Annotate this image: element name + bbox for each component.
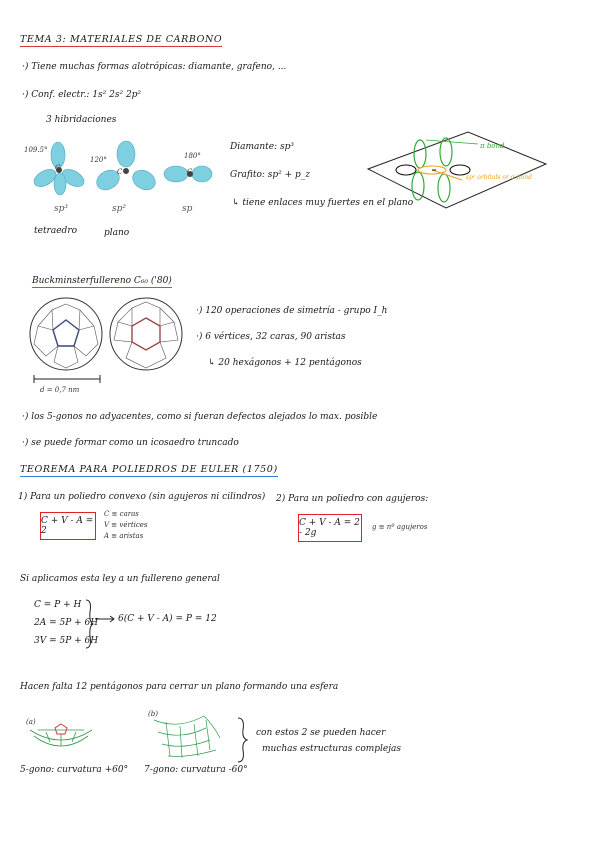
curvature-heptagon: 7-gono: curvatura -60° [144, 765, 248, 775]
euler-legend-vertices: V ≡ vértices [104, 521, 148, 529]
system-result: 6(C + V - A) = P = 12 [118, 614, 217, 624]
heptagon-saddle-figure [148, 712, 224, 760]
orbital-sp3-shape: tetraedro [34, 226, 78, 236]
euler-legend-faces: C ≡ caras [104, 510, 139, 518]
figure-label-b: (b) [148, 710, 158, 718]
bullet-icon: ·) [196, 332, 206, 342]
bullet-pentagons-nonadjacent: ·) los 5-gonos no adyacentes, como si fueran defectos alejados lo max. posible [22, 412, 378, 422]
bullet-truncated-icosahedron: ·) se puede formar como un icosaedro truncado [22, 438, 239, 448]
curvature-brace-icon [236, 716, 248, 764]
curvature-note-line1: con estos 2 se pueden hacer [256, 728, 386, 738]
graphite-note: ↳ tiene enlaces muy fuertes en el plano [232, 198, 414, 208]
bullet-icon: ·) [196, 306, 206, 316]
euler-case-convex: 1) Para un poliedro convexo (sin agujeros ni cilindros) [18, 492, 266, 502]
euler-formula-convex: C + V - A = 2 [40, 512, 96, 540]
orbital-sp2-center: C [117, 168, 123, 176]
system-eq-vertices: 3V = 5P + 6H [34, 636, 99, 646]
curvature-pentagon: 5-gono: curvatura +60° [20, 765, 129, 775]
figure-label-a: (a) [26, 718, 36, 726]
diameter-arrow-icon [32, 374, 102, 384]
fullerene-point-faces: ↳ 20 hexágonos + 12 pentágonos [208, 358, 362, 368]
bullet-electron-config: ·) Conf. electr.: 1s² 2s² 2p² [22, 90, 142, 100]
pi-bond-label: π bond [480, 142, 505, 150]
pentagon-cone-figure [26, 720, 96, 754]
fullerene-figure-pentagon [28, 296, 104, 372]
fullerene-point-symmetry: ·) 120 operaciones de simetría - grupo I_h [196, 306, 388, 316]
pentagons-heading: Hacen falta 12 pentágonos para cerrar un plano formando una esfera [20, 682, 339, 692]
curvature-note-line2: muchas estructuras complejas [262, 744, 402, 754]
orbital-sp-center: C [187, 168, 193, 176]
bullet-allotropes: ·) Tiene muchas formas alotrópicas: diamante, grafeno, ... [22, 62, 287, 72]
euler-case-holes: 2) Para un poliedro con agujeros: [276, 494, 429, 504]
euler-heading: TEOREMA PARA POLIEDROS DE EULER (1750) [20, 464, 278, 475]
graphite-bond-figure [368, 124, 548, 214]
arrow-icon: ↳ [232, 198, 243, 208]
page-title: TEMA 3: MATERIALES DE CARBONO [20, 34, 223, 45]
system-eq-edges: 2A = 5P + 6H [34, 618, 99, 628]
euler-legend-edges: A ≡ aristas [104, 532, 144, 540]
euler-formula-holes: C + V - A = 2 - 2g [298, 514, 362, 542]
arrow-icon: ↳ [208, 358, 219, 368]
hybridizations-heading: 3 hibridaciones [46, 115, 117, 125]
system-arrow-icon [94, 614, 116, 624]
bullet-icon: ·) [22, 62, 32, 72]
general-heading: Si aplicamos esta ley a un fullereno general [20, 574, 220, 584]
bullet-icon: ·) [22, 90, 32, 100]
fullerene-point-counts: ·) 6 vértices, 32 caras, 90 aristas [196, 332, 346, 342]
sigma-bond-label: sp² orbitals or σ bond [466, 174, 532, 181]
graphite-text: Grafito: sp² + p_z [230, 170, 311, 180]
fullerene-heading: Buckminsterfullereno C₆₀ ('80) [32, 276, 172, 286]
system-brace-icon [84, 598, 94, 650]
bullet-icon: ·) [22, 412, 32, 422]
euler-g-legend: g ≡ nº agujeros [372, 523, 428, 531]
orbital-sp3-angle: 109.5° [24, 146, 48, 154]
fullerene-figure-hexagon [108, 296, 184, 372]
diameter-label: d = 0,7 nm [40, 386, 80, 394]
system-eq-faces: C = P + H [34, 600, 82, 610]
orbital-sp2-shape: plano [104, 228, 130, 238]
bullet-icon: ·) [22, 438, 32, 448]
orbital-sp2-angle: 120° [90, 156, 107, 164]
orbital-sp-angle: 180° [184, 152, 201, 160]
orbital-sp3-center: C [55, 164, 61, 172]
orbital-sp-figure [162, 158, 222, 198]
orbital-sp2-figure [92, 140, 162, 200]
orbital-sp3-label: sp³ [54, 204, 68, 214]
orbital-sp2-label: sp² [112, 204, 126, 214]
orbital-sp-label: sp [182, 204, 193, 214]
diamond-text: Diamante: sp³ [230, 142, 294, 152]
